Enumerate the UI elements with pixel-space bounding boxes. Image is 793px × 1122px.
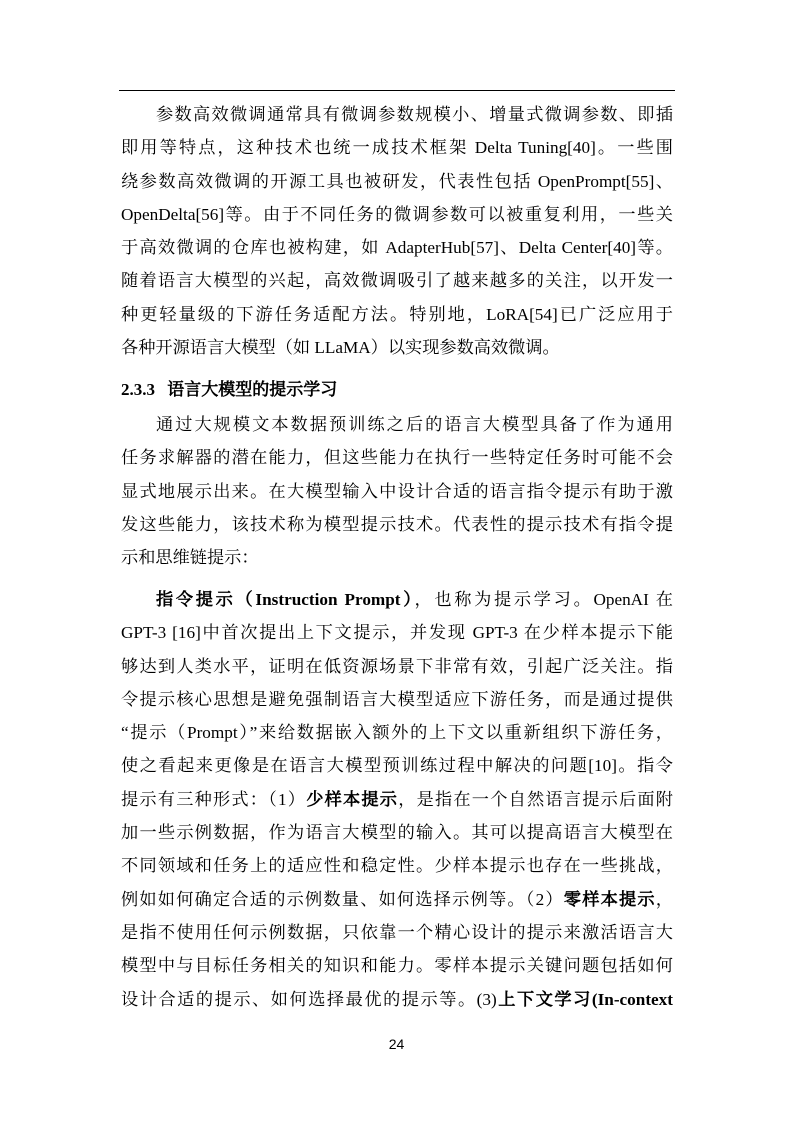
text-line xyxy=(121,541,673,574)
text-line xyxy=(121,508,673,541)
bold-term: 上下文学习(In-context xyxy=(496,989,673,1009)
page-number: 24 xyxy=(388,1036,405,1052)
text-run: 例如如何确定合适的示例数量、如何选择示例等。（2） xyxy=(121,889,564,909)
text-line xyxy=(121,749,673,782)
text-run: 各种开源语言大模型（如 LLaMA）以实现参数高效微调。 xyxy=(121,338,560,358)
text-line xyxy=(121,198,673,231)
section-number: 2.3.3 xyxy=(121,380,155,399)
text-line xyxy=(121,716,673,749)
text-run: “提示（Prompt）”来给数据嵌入额外的上下文以重新组织下游任务， xyxy=(121,723,673,743)
text-run: GPT-3 [16]中首次提出上下文提示，并发现 GPT-3 在少样本提示下能 xyxy=(121,623,673,643)
text-run: 任务求解器的潜在能力，但这些能力在执行一些特定任务时可能不会 xyxy=(121,448,673,468)
text-line xyxy=(121,849,673,882)
bold-term: 零样本提示 xyxy=(563,889,656,909)
text-run: 令提示核心思想是避免强制语言大模型适应下游任务，而是通过提供 xyxy=(121,689,673,709)
text-line xyxy=(121,131,673,164)
header-rule xyxy=(119,90,675,91)
text-run: 够达到人类水平，证明在低资源场景下非常有效，引起广泛关注。指 xyxy=(121,656,673,676)
text-line xyxy=(121,949,673,982)
text-run: 示和思维链提示： xyxy=(121,548,259,568)
text-run: 发这些能力，该技术称为模型提示技术。代表性的提示技术有指令提 xyxy=(121,514,673,534)
text-run: 加一些示例数据，作为语言大模型的输入。其可以提高语言大模型在 xyxy=(121,823,673,843)
text-run: ，也称为提示学习。OpenAI 在 xyxy=(414,590,673,609)
paragraph-prompt-intro xyxy=(121,408,673,574)
text-line xyxy=(121,783,673,816)
bold-term: 少样本提示 xyxy=(306,789,399,809)
text-run: ， xyxy=(655,889,673,909)
text-run: ，是指在一个自然语言提示后面附 xyxy=(398,789,673,809)
text-line xyxy=(121,98,673,131)
text-run: 种更轻量级的下游任务适配方法。特别地，LoRA[54]已广泛应用于 xyxy=(121,304,673,324)
text-run: 是指不使用任何示例数据，只依靠一个精心设计的提示来激活语言大 xyxy=(121,922,673,942)
text-line xyxy=(121,441,673,474)
section-title: 语言大模型的提示学习 xyxy=(167,380,338,399)
text-line xyxy=(121,683,673,716)
section-heading xyxy=(121,376,337,404)
text-line xyxy=(121,616,673,649)
text-line xyxy=(121,475,673,508)
text-line xyxy=(121,583,673,616)
text-run: 使之看起来更像是在语言大模型预训练过程中解决的问题[10]。指令 xyxy=(121,756,673,776)
paragraph-peft-summary xyxy=(121,98,673,364)
text-line xyxy=(121,298,673,331)
text-run: 参数高效微调通常具有微调参数规模小、增量式微调参数、即插 xyxy=(156,105,673,124)
text-line xyxy=(121,231,673,264)
bold-term: 指令提示（Instruction Prompt） xyxy=(156,590,415,609)
text-line xyxy=(121,883,673,916)
paragraph-instruction-prompt xyxy=(121,583,673,1016)
text-run: 显式地展示出来。在大模型输入中设计合适的语言指令提示有助于激 xyxy=(121,481,673,501)
text-run: 模型中与目标任务相关的知识和能力。零样本提示关键问题包括如何 xyxy=(121,956,673,976)
text-run: 于高效微调的仓库也被构建，如 AdapterHub[57]、Delta Center[40]等。 xyxy=(121,238,673,258)
text-line xyxy=(121,165,673,198)
text-line xyxy=(121,650,673,683)
text-line xyxy=(121,408,673,441)
text-line xyxy=(121,816,673,849)
text-run: 提示有三种形式：（1） xyxy=(121,789,307,809)
text-run: OpenDelta[56]等。由于不同任务的微调参数可以被重复利用，一些关 xyxy=(121,204,673,224)
text-run: 随着语言大模型的兴起，高效微调吸引了越来越多的关注，以开发一 xyxy=(121,271,673,291)
text-line xyxy=(121,264,673,297)
text-run: 不同领域和任务上的适应性和稳定性。少样本提示也存在一些挑战， xyxy=(121,856,673,876)
text-run: 通过大规模文本数据预训练之后的语言大模型具备了作为通用 xyxy=(156,415,673,434)
text-run: 绕参数高效微调的开源工具也被研发，代表性包括 OpenPrompt[55]、 xyxy=(121,171,673,191)
text-run: 设计合适的提示、如何选择最优的提示等。(3) xyxy=(121,989,497,1009)
text-line xyxy=(121,983,673,1016)
text-line xyxy=(121,331,673,364)
text-run: 即用等特点，这种技术也统一成技术框架 Delta Tuning[40]。一些围 xyxy=(121,138,673,158)
text-line xyxy=(121,916,673,949)
